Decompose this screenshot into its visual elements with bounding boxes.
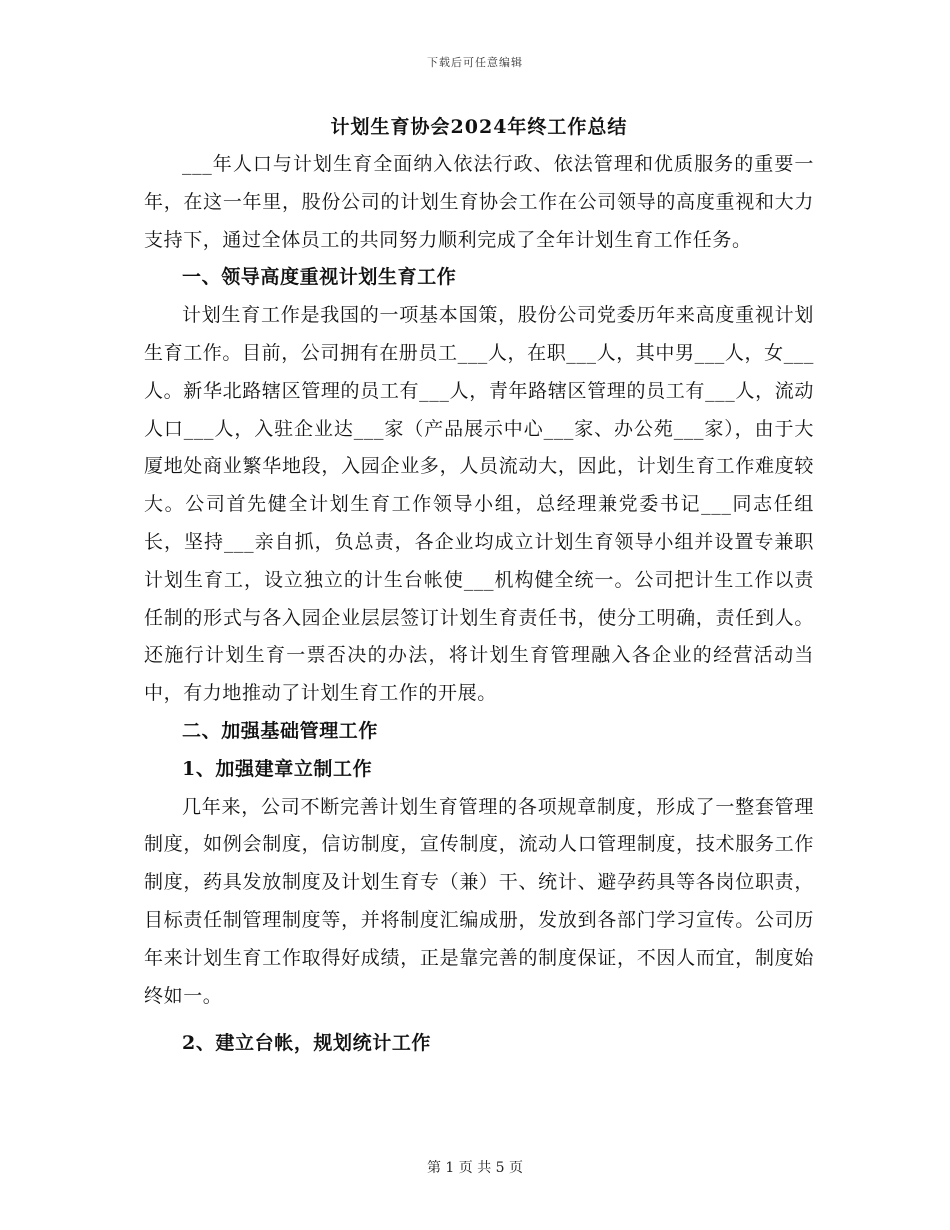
section2-sub1-paragraph: 几年来，公司不断完善计划生育管理的各项规章制度，形成了一整套管理制度，如例会制度，信访制度，宣传制度，流动人口管理制度，技术服务工作制度，药具发放制度及计划生育专（兼）干、统计、避孕药具等各岗位职责，目标责任制管理制度等，并将制度汇编成册，发放到各部门学习宣传。公司历年来计划生育工作取得好成绩，正是靠完善的制度保证，不因人而宜，制度始终如一。	[144, 795, 814, 1007]
intro-paragraph: ___年人口与计划生育全面纳入依法行政、依法管理和优质服务的重要一年，在这一年里，股份公司的计划生育协会工作在公司领导的高度重视和大力支持下，通过全体员工的共同努力顺利完成了全年计划生育工作任务。	[144, 153, 814, 251]
document-title: 计划生育协会2024年终工作总结	[330, 116, 628, 138]
page-number: 第 1 页 共 5 页	[426, 1160, 524, 1176]
section2-sub2-heading: 2、建立台帐，规划统计工作	[182, 1032, 432, 1055]
section1-paragraph: 计划生育工作是我国的一项基本国策，股份公司党委历年来高度重视计划生育工作。目前，公司拥有在册员工___人，在职___人，其中男___人，女___人。新华北路辖区管理的员工有___人，青年路辖区管理的员工有___人，流动人口___人，入驻企业达___家（产品展示中心___家、办公苑___家），由于大厦地处商业繁华地段，入园企业多，人员流动大，因此，计划生育工作难度较大。公司首先健全计划生育工作领导小组，总经理兼党委书记___同志任组长，坚持___亲自抓，负总责，各企业均成立计划生育领导小组并设置专兼职计划生育工，设立独立的计生台帐使___机构健全统一。公司把计生工作以责任制的形式与各入园企业层层签订计划生育责任书，使分工明确，责任到人。还施行计划生育一票否决的办法，将计划生育管理融入各企业的经营活动当中，有力地推动了计划生育工作的开展。	[144, 304, 815, 705]
header-note: 下载后可任意编辑	[427, 56, 523, 69]
document-content	[144, 112, 814, 1063]
section2-sub1-heading: 1、加强建章立制工作	[182, 757, 373, 780]
section2-heading: 二、加强基础管理工作	[182, 719, 379, 742]
section1-heading: 一、领导高度重视计划生育工作	[182, 266, 457, 289]
